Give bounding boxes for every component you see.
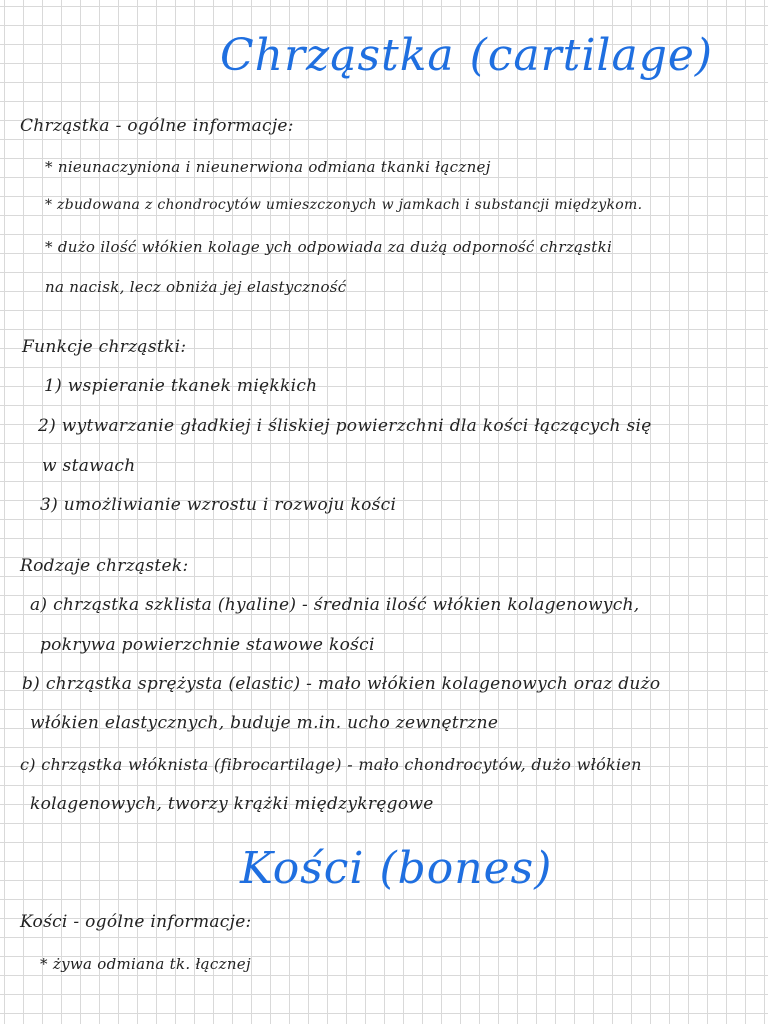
note-line: * zbudowana z chondrocytów umieszczonych w jamkach i substancji międzykom. bbox=[45, 197, 643, 213]
heading-bones-general-info: Kości - ogólne informacje: bbox=[20, 912, 252, 932]
heading-cartilage-functions: Funkcje chrząstki: bbox=[22, 337, 187, 357]
note-line: kolagenowych, tworzy krążki międzykręgowe bbox=[30, 794, 434, 814]
note-line: * nieunaczyniona i nieunerwiona odmiana tkanki łącznej bbox=[45, 158, 491, 176]
section-title-bones: Kości (bones) bbox=[240, 843, 553, 894]
note-line: 1) wspieranie tkanek miękkich bbox=[44, 376, 318, 396]
note-line: w stawach bbox=[42, 456, 136, 476]
note-line: * dużo ilość włókien kolage ych odpowiada za dużą odporność chrząstki bbox=[45, 238, 613, 256]
note-line: c) chrząstka włóknista (fibrocartilage) - mało chondrocytów, dużo włókien bbox=[20, 755, 642, 774]
note-line: b) chrząstka sprężysta (elastic) - mało włókien kolagenowych oraz dużo bbox=[22, 674, 661, 694]
heading-cartilage-types: Rodzaje chrząstek: bbox=[20, 556, 189, 576]
section-title-cartilage: Chrząstka (cartilage) bbox=[220, 30, 714, 81]
note-line: pokrywa powierzchnie stawowe kości bbox=[40, 635, 375, 655]
note-line: na nacisk, lecz obniża jej elastyczność bbox=[45, 278, 347, 296]
note-line: włókien elastycznych, buduje m.in. ucho zewnętrzne bbox=[30, 713, 499, 733]
note-line: 2) wytwarzanie gładkiej i śliskiej powierzchni dla kości łączących się bbox=[38, 416, 652, 436]
note-line: * żywa odmiana tk. łącznej bbox=[40, 955, 251, 973]
note-line: a) chrząstka szklista (hyaline) - średnia ilość włókien kolagenowych, bbox=[30, 595, 640, 615]
heading-cartilage-general-info: Chrząstka - ogólne informacje: bbox=[20, 116, 294, 136]
note-line: 3) umożliwianie wzrostu i rozwoju kości bbox=[40, 495, 397, 515]
